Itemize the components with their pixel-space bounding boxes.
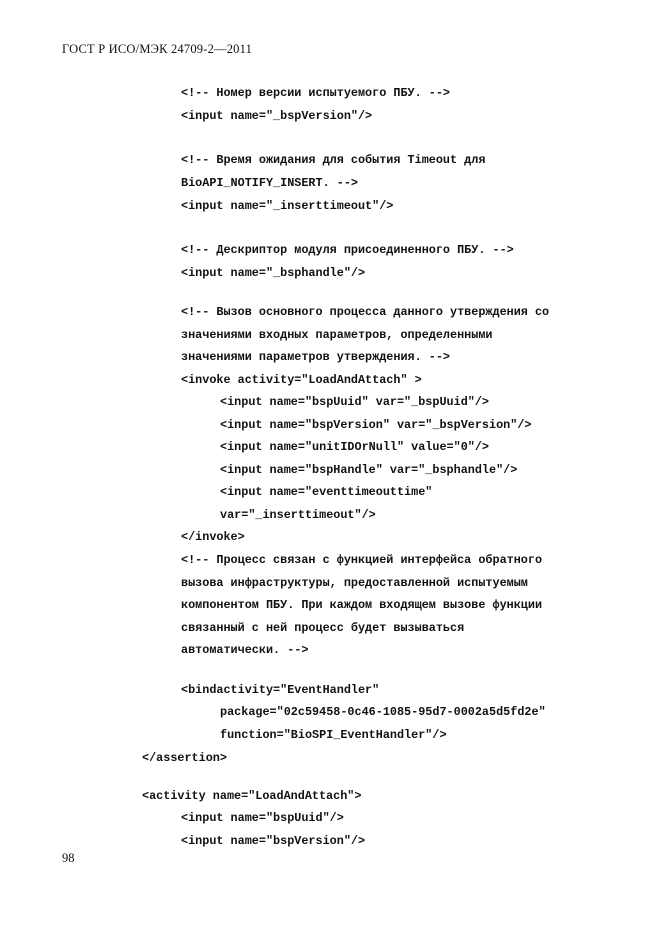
code-line: <!-- Вызов основного процесса данного утверждения со (181, 305, 550, 319)
code-line: значениями входных параметров, определенными (181, 328, 493, 342)
code-line: <invoke activity="LoadAndAttach" > (181, 373, 422, 387)
code-line: <input name="bspVersion"/> (181, 834, 366, 848)
code-line: <activity name="LoadAndAttach"> (142, 789, 362, 803)
code-line: <input name="_bsphandle"/> (181, 266, 366, 280)
code-line: <input name="bspUuid" var="_bspUuid"/> (220, 395, 490, 409)
code-line: </invoke> (181, 530, 245, 544)
code-line: компонентом ПБУ. При каждом входящем вызове функции (181, 598, 543, 612)
code-line: <bindactivity="EventHandler" (181, 683, 380, 697)
code-line: </assertion> (142, 751, 227, 765)
code-line: <input name="unitIDOrNull" value="0"/> (220, 440, 490, 454)
code-line: автоматически. --> (181, 643, 309, 657)
code-line: значениями параметров утверждения. --> (181, 350, 451, 364)
document-header: ГОСТ Р ИСО/МЭК 24709-2—2011 (62, 42, 253, 56)
code-line: <!-- Номер версии испытуемого ПБУ. --> (181, 86, 451, 100)
code-line: package="02c59458-0c46-1085-95d7-0002a5d5fd2e" (220, 705, 546, 719)
code-line: <!-- Дескриптор модуля присоединенного ПБУ. --> (181, 243, 514, 257)
code-line: var="_inserttimeout"/> (220, 508, 376, 522)
code-line: BioAPI_NOTIFY_INSERT. --> (181, 176, 358, 190)
code-line: <input name="bspVersion" var="_bspVersion"/> (220, 418, 532, 432)
code-line: function="BioSPI_EventHandler"/> (220, 728, 447, 742)
code-line: <input name="eventtimeouttime" (220, 485, 433, 499)
page-number: 98 (62, 851, 75, 865)
code-line: <input name="bspUuid"/> (181, 811, 344, 825)
code-line: <input name="bspHandle" var="_bsphandle"/> (220, 463, 518, 477)
code-line: <input name="_bspVersion"/> (181, 109, 373, 123)
code-line: <!-- Процесс связан с функцией интерфейса обратного (181, 553, 543, 567)
code-line: <!-- Время ожидания для события Timeout для (181, 153, 486, 167)
code-line: связанный с ней процесс будет вызываться (181, 621, 465, 635)
code-line: <input name="_inserttimeout"/> (181, 199, 394, 213)
code-line: вызова инфраструктуры, предоставленной испытуемым (181, 576, 528, 590)
